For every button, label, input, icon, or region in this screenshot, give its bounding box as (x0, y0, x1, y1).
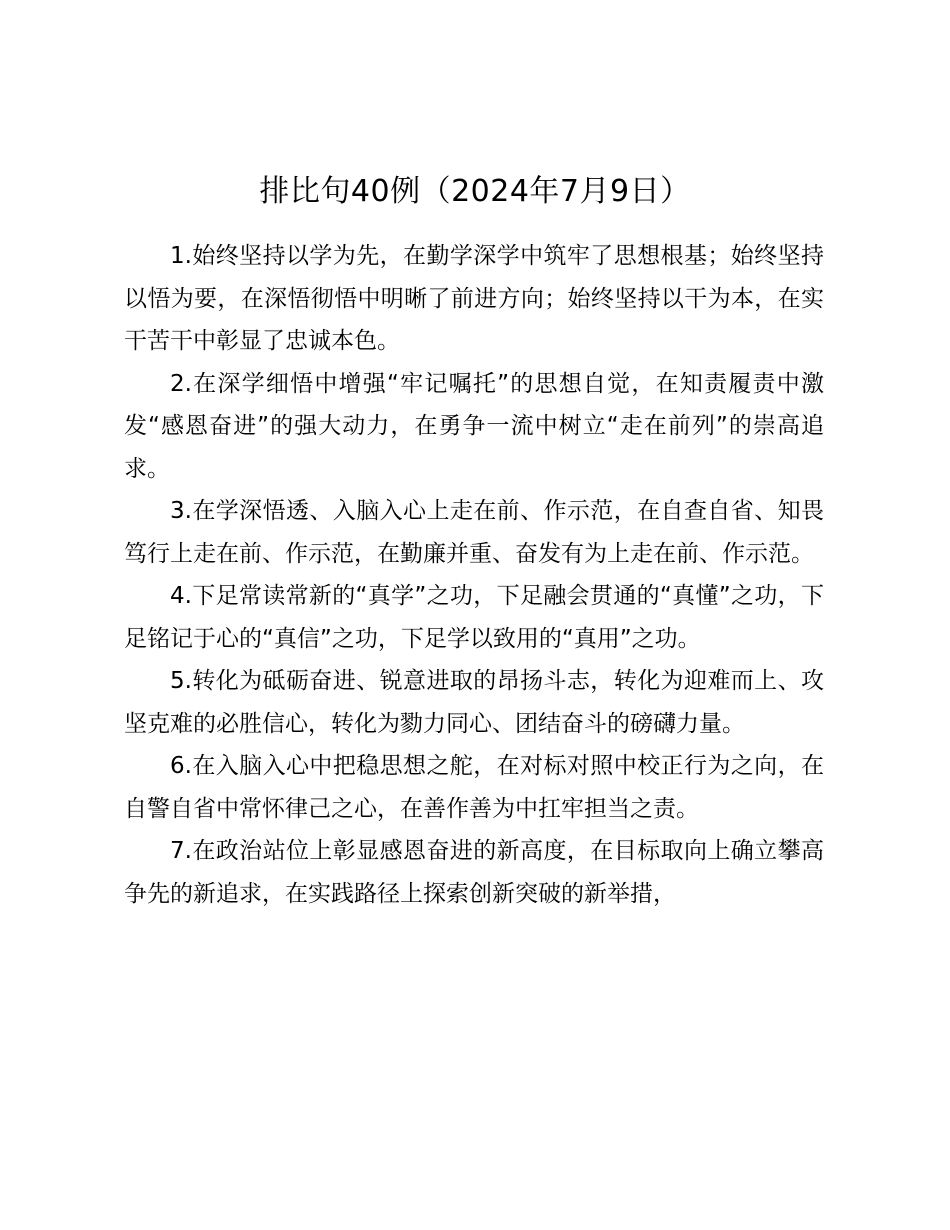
paragraph-4: 4.下足常读常新的“真学”之功，下足融会贯通的“真懂”之功，下足铭记于心的“真信”之功，下足学以致用的“真用”之功。 (124, 583, 824, 652)
paragraph-5: 5.转化为砥砺奋进、锐意进取的昂扬斗志，转化为迎难而上、攻坚克难的必胜信心，转化为勠力同心、团结奋斗的磅礴力量。 (124, 668, 824, 737)
paragraph-6: 6.在入脑入心中把稳思想之舵，在对标对照中校正行为之向，在自警自省中常怀律己之心，在善作善为中扛牢担当之责。 (124, 753, 824, 822)
paragraph-7: 7.在政治站位上彰显感恩奋进的新高度，在目标取向上确立攀高争先的新追求，在实践路径上探索创新突破的新举措， (124, 838, 824, 907)
paragraph-1: 1.始终坚持以学为先，在勤学深学中筑牢了思想根基；始终坚持以悟为要，在深悟彻悟中明晰了前进方向；始终坚持以干为本，在实干苦干中彰显了忠诚本色。 (124, 243, 824, 354)
document-title: 排比句40例（2024年7月9日） (259, 174, 691, 209)
document-body (124, 235, 824, 915)
paragraph-2: 2.在深学细悟中增强“牢记嘱托”的思想自觉，在知责履责中激发“感恩奋进”的强大动力，在勇争一流中树立“走在前列”的崇高追求。 (124, 370, 824, 482)
paragraph-3: 3.在学深悟透、入脑入心上走在前、作示范，在自查自省、知畏笃行上走在前、作示范，在勤廉并重、奋发有为上走在前、作示范。 (124, 498, 824, 567)
